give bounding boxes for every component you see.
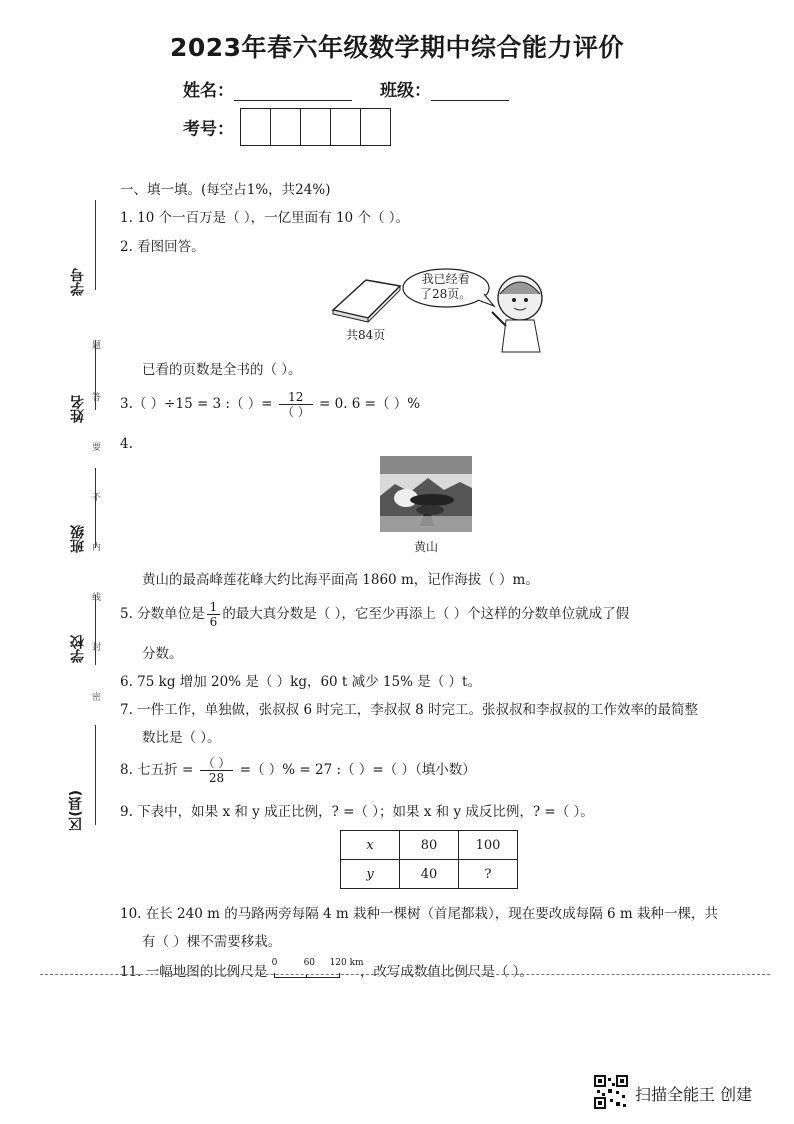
- huangshan-photo: [380, 456, 472, 532]
- name-field[interactable]: [183, 76, 352, 101]
- speech-line: 我已经看: [421, 272, 470, 286]
- table-cell: ?: [459, 860, 518, 889]
- sidebar-label-name: 姓名: [70, 395, 86, 423]
- page-title: 2023年春六年级数学期中综合能力评价: [169, 33, 625, 62]
- exam-no-boxes[interactable]: [240, 108, 391, 146]
- seal-char: 题: [92, 341, 102, 351]
- question-7-line1: 7. 一件工作，单独做，张叔叔 6 时完工，李叔叔 8 时完工。张叔叔和李叔叔的工作效率的最简整: [120, 702, 699, 718]
- question-2-prompt: 2. 看图回答。: [120, 239, 205, 255]
- q5-part: 5. 分数单位是: [120, 606, 205, 622]
- class-label: 班级：: [380, 81, 431, 101]
- exam-no-label: 考号：: [183, 119, 234, 140]
- class-underline[interactable]: [431, 100, 509, 101]
- scale-tick-label: 60: [303, 958, 316, 968]
- sidebar-label-school: 学校: [70, 635, 86, 663]
- q5-part: 的最大真分数是（ ），它至少再添上（ ）个这样的分数单位就成了假: [222, 606, 630, 622]
- q8-part: =（ ）% = 27 :（ ）=（ ）（填小数）: [239, 762, 476, 778]
- scale-tick-label: 120 km: [329, 958, 364, 968]
- qr-code-icon: [594, 1075, 628, 1109]
- question-3[interactable]: [120, 390, 420, 419]
- seal-char: 答: [92, 393, 102, 403]
- exam-no-field[interactable]: [183, 108, 391, 146]
- seal-char: 密: [92, 693, 102, 703]
- table-cell: y: [341, 860, 400, 889]
- q11-part: ，改写成数值比例尺是（ ）。: [359, 964, 533, 980]
- sidebar-label-class: 班级: [70, 525, 86, 553]
- seal-char: 线: [92, 593, 102, 603]
- section-heading: 一、填一填。(每空占1%，共24%): [120, 182, 331, 198]
- table-row: [341, 831, 518, 860]
- question-11[interactable]: [120, 960, 533, 980]
- table-cell: 40: [400, 860, 459, 889]
- table-cell: 80: [400, 831, 459, 860]
- q3-part: = 0. 6 =（ ）%: [319, 396, 421, 412]
- question-6[interactable]: 6. 75 kg 增加 20% 是（ ）kg，60 t 减少 15% 是（ ）t。: [120, 674, 481, 690]
- name-underline[interactable]: [234, 100, 352, 101]
- sidebar-label-district: 区(县): [68, 790, 84, 831]
- question-1[interactable]: 1. 10 个一百万是（ ），一亿里面有 10 个（ ）。: [120, 210, 409, 226]
- q3-fraction: $\frac{12}{( )}$: [279, 390, 313, 419]
- question-10-line1: 10. 在长 240 m 的马路两旁每隔 4 m 栽种一棵树（首尾都栽），现在要改成每隔 6 m 栽种一棵，共: [120, 906, 718, 922]
- seal-char: 要: [92, 443, 102, 453]
- seal-char: 不: [92, 493, 102, 503]
- question-4-text[interactable]: 黄山的最高峰莲花峰大约比海平面高 1860 m，记作海拔（ ）m。: [142, 572, 539, 588]
- class-field[interactable]: [380, 76, 509, 101]
- question-5-line2: 分数。: [142, 646, 183, 662]
- table-row: [341, 860, 518, 889]
- question-4-label: 4.: [120, 436, 133, 452]
- cut-line: [40, 974, 770, 975]
- q8-part: 8. 七五折 =: [120, 762, 194, 778]
- speech-line: 了28页。: [420, 287, 472, 301]
- scale-tick-label: 0: [271, 958, 278, 968]
- question-5[interactable]: [120, 600, 629, 629]
- question-2-answer[interactable]: 已看的页数是全书的（ ）。: [142, 362, 302, 378]
- q8-fraction: $\frac{( )}{28}$: [200, 756, 234, 785]
- question-10-line2[interactable]: 有（ ）棵不需要移栽。: [142, 934, 282, 950]
- question-9[interactable]: 9. 下表中，如果 x 和 y 成正比例，? =（ ）；如果 x 和 y 成反比例，? =（ ）。: [120, 804, 594, 820]
- question-8[interactable]: [120, 756, 476, 785]
- sidebar-label-student-no: 学号: [70, 268, 86, 296]
- huangshan-caption: 黄山: [414, 540, 439, 554]
- seal-char: 封: [92, 643, 102, 653]
- question-7-line2[interactable]: 数比是（ ）。: [142, 730, 221, 746]
- q5-fraction: $\frac{1}{6}$: [207, 600, 221, 629]
- name-label: 姓名：: [183, 81, 234, 101]
- speech-bubble: [420, 272, 471, 302]
- q11-part: 11. 一幅地图的比例尺是: [120, 964, 268, 980]
- scanner-brand: 扫描全能王 创建: [635, 1085, 753, 1104]
- seal-char: 内: [92, 543, 102, 553]
- xy-table: [340, 830, 518, 889]
- table-cell: x: [341, 831, 400, 860]
- table-cell: 100: [459, 831, 518, 860]
- book-caption: 共84页: [346, 328, 386, 342]
- q3-part: 3.（ ）÷15 = 3 :（ ）=: [120, 396, 273, 412]
- scale-bar: [271, 958, 364, 980]
